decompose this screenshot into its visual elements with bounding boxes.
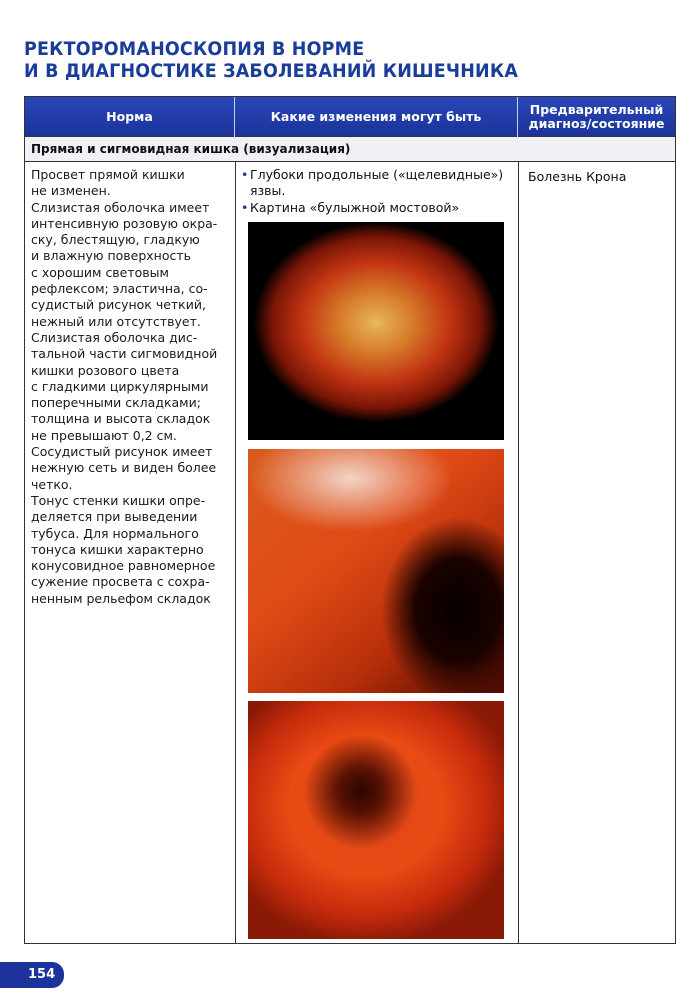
header-changes: Какие изменения могут быть (235, 97, 518, 137)
norm-line: рефлексом; эластична, со- (31, 281, 208, 297)
header-diagnosis (518, 97, 675, 137)
norm-line: тонуса кишки характерно (31, 541, 204, 557)
norm-line: толщина и высота складок (31, 411, 211, 427)
header-norm: Норма (25, 97, 235, 137)
page-number: 154 (0, 962, 64, 988)
norm-line: судистый рисунок четкий, (31, 297, 206, 313)
norm-line: нежный или отсутствует. (31, 313, 201, 329)
bullet-icon: • (241, 199, 249, 215)
norm-line: Слизистая оболочка дис- (31, 329, 198, 345)
norm-line: Слизистая оболочка имеет (31, 199, 210, 215)
title-line-2: И В ДИАГНОСТИКЕ ЗАБОЛЕВАНИЙ КИШЕЧНИКА (24, 60, 519, 82)
bullet-icon: • (241, 167, 249, 182)
norm-line: ненным рельефом складок (31, 590, 211, 606)
norm-line: ску, блестящую, гладкую (31, 232, 200, 248)
endoscopy-photo-cobblestone (248, 701, 504, 939)
norm-description (31, 167, 231, 607)
header-diagnosis-line-1: Предварительный (529, 102, 664, 117)
column-divider (518, 162, 519, 944)
norm-line: с гладкими циркулярными (31, 378, 209, 394)
changes-list (241, 167, 513, 216)
list-item-text: Глубоки продольные («щелевидные») (250, 167, 504, 182)
section-title: Прямая и сигмовидная кишка (визуализация) (25, 137, 675, 162)
diagnosis-text: Болезнь Крона (528, 169, 627, 184)
norm-line: тубуса. Для нормального (31, 525, 199, 541)
list-item (241, 200, 513, 216)
norm-line: тальной части сигмовидной (31, 346, 218, 362)
column-divider (235, 162, 236, 944)
norm-line: Тонус стенки кишки опре- (31, 492, 206, 508)
table-header (25, 97, 675, 137)
norm-line: не превышают 0,2 см. (31, 427, 177, 443)
norm-line: и влажную поверхность (31, 248, 191, 264)
list-item-text: Картина «булыжной мостовой» (250, 199, 460, 215)
norm-line: сужение просвета с сохра- (31, 574, 210, 590)
norm-line: кишки розового цвета (31, 362, 180, 378)
endoscopy-photo-mucosa (248, 449, 504, 693)
page-title (24, 38, 613, 82)
norm-line: с хорошим световым (31, 264, 169, 280)
norm-line: конусовидное равномерное (31, 558, 216, 574)
list-item-text: язвы. (250, 183, 286, 199)
norm-line: нежную сеть и виден более (31, 460, 217, 476)
norm-line: интенсивную розовую окра- (31, 215, 218, 231)
norm-line: не изменен. (31, 183, 111, 199)
norm-line: деляется при выведении (31, 509, 198, 525)
norm-line: четко. (31, 476, 73, 492)
title-line-1: РЕКТОРОМАНОСКОПИЯ В НОРМЕ (24, 38, 365, 60)
norm-line: поперечными складками; (31, 395, 201, 411)
header-diagnosis-line-2: диагноз/состояние (528, 116, 665, 131)
norm-line: Просвет прямой кишки (31, 167, 185, 182)
endoscopy-photo-ulcers (248, 222, 504, 440)
list-item (241, 167, 513, 200)
diagnosis-table (24, 96, 676, 944)
norm-line: Сосудистый рисунок имеет (31, 444, 213, 460)
